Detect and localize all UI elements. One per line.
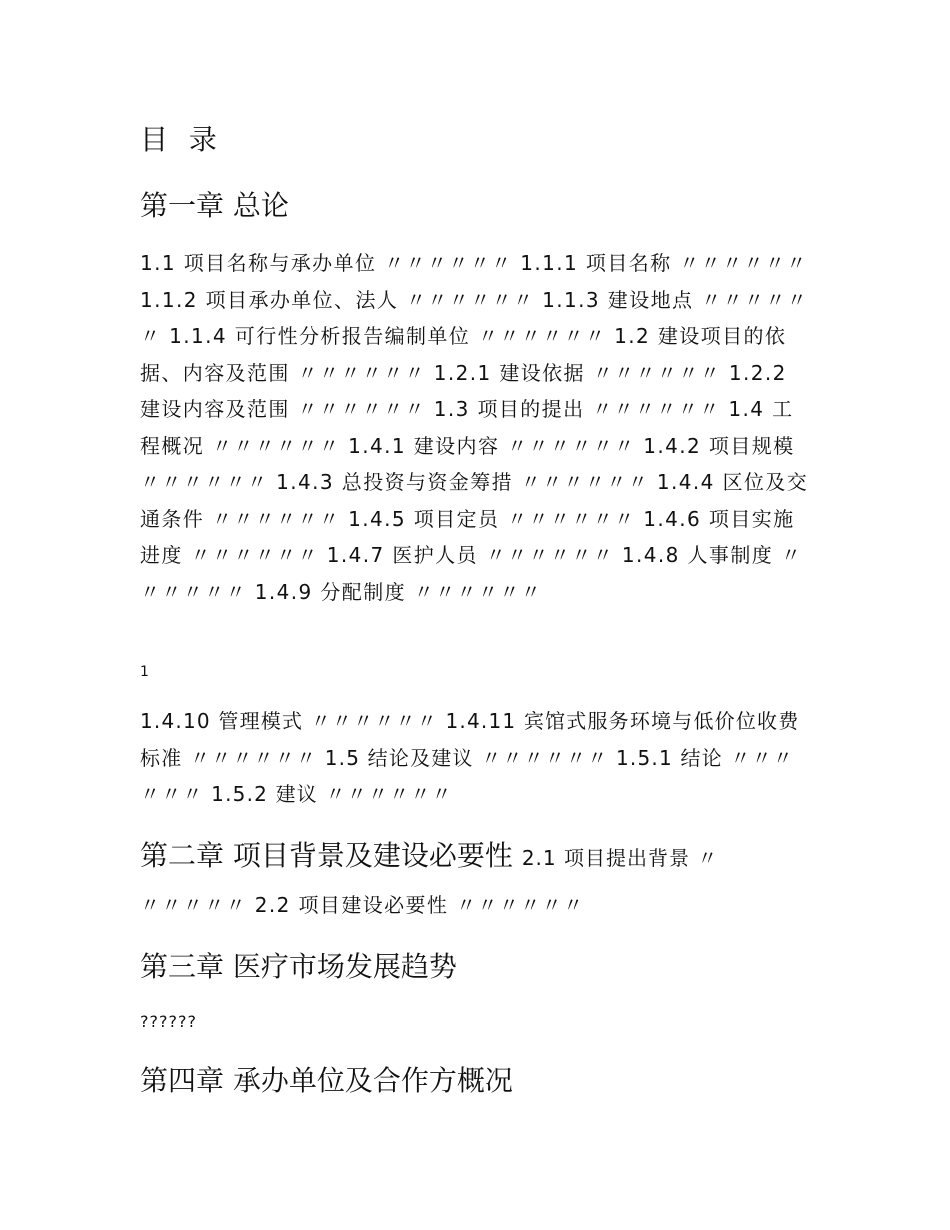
chapter-1-entries-continued: 1.4.10 管理模式 〃〃〃〃〃〃 1.4.11 宾馆式服务环境与低价位收费标准 〃〃〃〃〃〃 1.5 结论及建议 〃〃〃〃〃〃 1.5.1 结论 〃〃〃〃〃〃 1.5.2 建议 〃〃〃〃〃〃 (140, 709, 800, 806)
chapter-3-title: 第三章 医疗市场发展趋势 (140, 950, 457, 983)
page-number: 1 (140, 664, 149, 680)
chapter-1-title: 第一章 总论 (140, 189, 289, 222)
chapter-2-title: 第二章 项目背景及建设必要性 (140, 839, 513, 872)
chapter-3-placeholder-text: ?????? (140, 1012, 197, 1031)
chapter-2-entries-line2: 〃〃〃〃〃 2.2 项目建设必要性 〃〃〃〃〃〃 (140, 893, 585, 917)
chapter-2-entries-inline: 2.1 项目提出背景 〃 (521, 846, 719, 870)
chapter-2-heading (140, 836, 718, 878)
chapter-1-entries: 1.1 项目名称与承办单位 〃〃〃〃〃〃 1.1.1 项目名称 〃〃〃〃〃〃 1.1.2 项目承办单位、法人 〃〃〃〃〃〃 1.1.3 建设地点 〃〃〃〃〃〃 1.1.4 可行性分析报告编制单位 〃〃〃〃〃〃 1.2 建设项目的依据、内容及范围 〃〃〃〃〃〃 1.2.1 建设依据 〃〃〃〃〃〃 1.2.2 建设内容及范围 〃〃〃〃〃〃 1.3 项目的提出 〃〃〃〃〃〃 1.4 工程概况 〃〃〃〃〃〃 1.4.1 建设内容 〃〃〃〃〃〃 1.4.2 项目规模 〃〃〃〃〃〃 1.4.3 总投资与资金筹措 〃〃〃〃〃〃 1.4.4 区位及交通条件 〃〃〃〃〃〃 1.4.5 项目定员 〃〃〃〃〃〃 1.4.6 项目实施进度 〃〃〃〃〃〃 1.4.7 医护人员 〃〃〃〃〃〃 1.4.8 人事制度 〃〃〃〃〃〃 1.4.9 分配制度 〃〃〃〃〃〃 (140, 251, 809, 604)
chapter-4-title: 第四章 承办单位及合作方概况 (140, 1064, 513, 1097)
chapter-3-heading (140, 947, 457, 987)
chapter-4-heading (140, 1061, 513, 1101)
chapter-1-heading (140, 186, 289, 226)
toc-title: 目 录 (140, 123, 223, 156)
